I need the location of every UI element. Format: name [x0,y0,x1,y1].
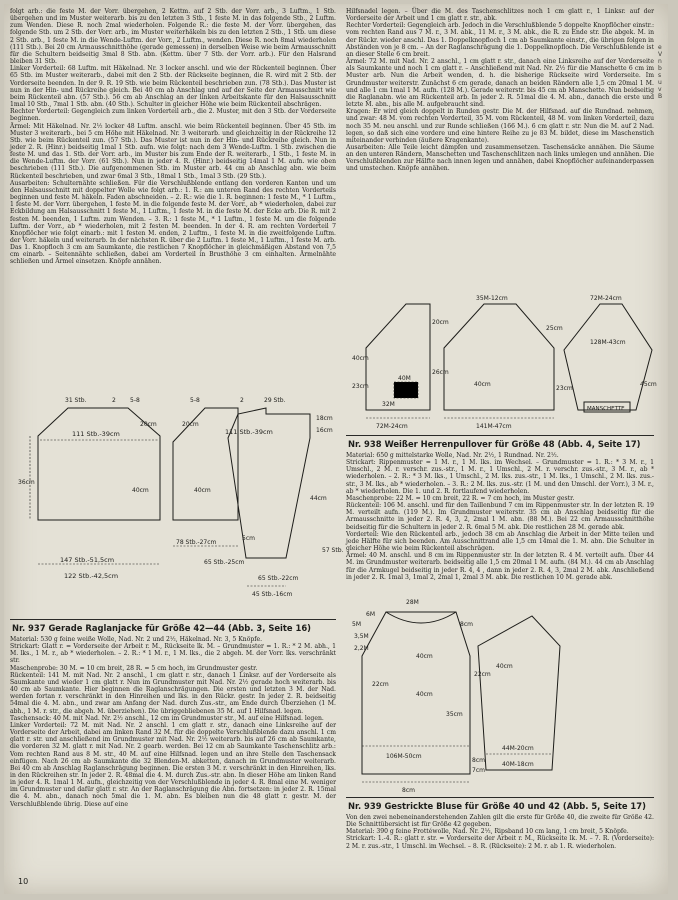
paragraph: Ausarbeiten: Schulternähte schließen. Für die Verschlußblende entlang den vorderen Kanten und um den Halsausschnitt mit doppelter Wolle wie folgt arb.: 1. R.: am unteren Rand des rechten Vorderteils beginnen und feste M. häkeln. Faden abschneiden. – 2. R.: wie die 1. R. beginnen: 1 feste M., * 1 Luftm., 1 feste M. der Vorr. übergehen, 1 feste M. in die folgende feste M. der Vorr., ab * wiederholen, dabei zur Eckbildung am Halsausschnitt 1 feste M., 1 Luftm., 1 feste M. in die feste M. der Ecke arb. Die R. mit 2 festen M. beenden, 1 Luftm. zum Wenden. – 3. R.: 1 feste M., * 1 Luftm., 1 feste M. um die folgende Luftm. der Vorr., ab * wiederholen, mit 2 festen M. beenden. In der 4. R. am rechten Vorderteil 7 Knopflöcher wie folgt einarb.: mit 1 festen M. enden, 2 Luftm., 1 feste M. in die zweitfolgende Luftm. der Vorr. häkeln und weiterarb. In der nächsten R. über die 2 Luftm. 1 feste M., 1 Luftm., 1 feste M. arb. Das 1. Knopfloch 3 cm am Saumkante, die restlichen 7 Knopflöcher in gleichmäßigen Abstand von 7,5 cm einarb. – Seitennähte schließen, dabei am Vorderteil in Brusthöhe 3 cm einhalten. Ärmelnähte schließen und Ärmel einsetzen. Knöpfe annähen. [10,179,336,266]
pattern-label: 3,5M [354,633,369,640]
pattern-label: 2 [112,397,116,404]
edge-letter: n [658,58,662,65]
pattern-label: 65 Stb.-22cm [258,575,299,582]
paragraph: Ärmel: 40 M. anschl. und 8 cm im Rippenmuster str. In der letzten R. 4 M. verteilt aufn. Über 44 M. im Grundmuster weiterarb. beidseitig alle 1,5 cm 20mal 1 M. aufn. (84 M.). 44 cm ab Anschlag für die Armkugel beidseitig in jeder R. 4, 4 , dann in jeder 2. R. 4, 3, 2mal 2 M. abk. Anschließend in jeder 2. R. 1mal 3, 1mal 2, 2mal 1, 2mal 3 M. abk. Die restlichen 10 M. gerade abk. [346,552,654,581]
pattern-label: 40cm [416,653,433,660]
paragraph: Rückenteil: 141 M. mit Nad. Nr. 2 anschl., 1 cm glatt r. str., danach 1 Linksr. auf der Vorderseite als Saumkante und wieder 1 cm glatt r. Nun im Grundmuster mit Nad. Nr. 2½ gerade hoch weiterarb. bis 40 cm ab Saumkante. Hier beginnen die Raglanschrägungen. Die ersten und letzten 3 M. der Nad. werden fortan r. verschränkt in den Hinreihen und lks. in den Rückr. gestr. In jeder 2. R. beidseitig 54mal die 4. M. abn., und zwar am Anfang der Nad. durch Zus.-str., am Ende durch Überziehen (1 M. abh., 1 M. r. str., die abgeh. M. überziehen). Die übriggebliebenen 35 M. auf 1 Hilfsnad. legen. [10,671,336,715]
pattern-label: 5M [352,621,361,628]
paragraph: Material: 390 g feine Frottéwolle, Nad. Nr. 2½, Ripsband 10 cm lang, 1 cm breit, 5 Knöpfe. [346,828,629,836]
pattern-label: 6M [366,611,375,618]
edge-letter: u [658,79,662,86]
pattern-label: 26cm [432,369,449,376]
paragraph: Material: 650 g mittelstarke Wolle, Nad. Nr. 2½, 1 Rundnad. Nr. 2½. [346,452,559,459]
pattern-label: 5cm [242,535,255,542]
pattern-label: 128M-43cm [590,339,626,346]
edge-letter: B [658,93,663,100]
pattern-label: 31 Stb. [65,397,87,404]
paragraph: Maschenprobe: 22 M. = 10 cm breit, 22 R. = 7 cm hoch, im Muster gestr. [346,494,575,502]
paragraph: Material: 530 g feine weiße Wolle, Nad. Nr. 2 und 2½, Häkelnad. Nr. 3, 5 Knöpfe. [10,636,263,643]
pattern-label: 5-8 [190,397,200,404]
pattern-label: 16cm [316,427,333,434]
paragraph: Hilfsnadel legen. – Über die M. des Taschenschlitzes noch 1 cm glatt r., 1 Linksr. auf der Vorderseite der Arbeit und 1 cm glatt r. str., abk. [346,8,654,23]
pattern-label: 8cm [472,757,485,764]
pattern-label: MANSCHETTE [587,406,625,412]
pattern-label: 40cm [352,355,369,362]
paragraph: Von den zwei nebeneinanderstehenden Zahlen gilt die erste für Größe 40, die zweite für Größe 42. Die Schnittübersicht ist für Größe 42 gegeben. [346,814,654,829]
paragraph: Ärmel: 72 M. mit Nad. Nr. 2 anschl., 1 cm glatt r. str., danach eine Linksreihe auf der Vorderseite als Saumkante und noch 1 cm glatt r. – Anschließend mit Nad. Nr. 2½ für die Manschette 6 cm im Muster arb. Nun die Arbeit wenden, d. h. die bisherige Rückseite wird Vorderseite. Im Grundmuster weiterstr. Zunächst 6 cm gerade, danach an beiden Rändern alle 1,5 cm 20mal 1 M. und alle 1 cm 1mal 1 M. aufn. (128 M.). Gerade weiterstr. bis 45 cm ab Manschette. Nun beidseitig die Raglanabn. wie am Rückenteil arb. In jeder 2. R. 51mal die 4. M. abn., danach die erste und letzte M. abn., bis alle M. aufgebraucht sind. [346,58,654,109]
pattern-label: 40cm [474,381,491,388]
pattern-label: 5-8 [130,397,140,404]
article-939-text [346,814,654,888]
pattern-label: 23cm [352,383,369,390]
pattern-label: 57 Stb. [322,547,344,554]
pattern-label: 29 Stb. [264,397,286,404]
edge-letter: s [658,72,662,79]
pattern-label: 32M [382,401,395,408]
pattern-svg [10,380,344,615]
pattern-label: 147 Stb.-51,5cm [60,556,115,564]
pattern-label: 40cm [416,691,433,698]
paragraph: folgt arb.: die feste M. der Vorr. übergehen, 2 Kettm. auf 2 Stb. der Vorr. arb., 3 Luftm., 1 Stb. übergehen und im Muster weiterarb. bis zu den letzten 3 Stb., 1 feste M. in das folgende Stb., 2 Luftm. zum Wenden. Diese R. noch 2mal wiederholen. Folgende R.: die feste M. der Vorr. übergehen, das folgende Stb. um 2 Stb. der Vorr. arb., im Muster weiterhäkeln bis zu den letzten 2 Stb., 1 Stb. um diese 2 Stb. arb., 1 feste M. in die Wende-Luftm. der Vorr., 2 Luftm., wenden. Diese R. noch 8mal wiederholen (111 Stb.). Bei 20 cm Armausschnitthöhe (gerade gemessen) in derselben Weise wie beim Armausschnitt für die Schultern beidseitig 3mal 8 Stb. abn. (Kettm. über 7 Stb. der Vorr. arb.). Für den Halsrand bleiben 31 Stb. [10,8,336,66]
pattern-label: 2 [240,397,244,404]
pattern-label: 22cm [372,681,389,688]
pattern-label: 72M-24cm [376,423,408,430]
pattern-label: 40cm [194,487,211,494]
paragraph: Ärmel: Mit Häkelnad. Nr. 2½ locker 48 Luftm. anschl. wie beim Rückenteil beginnen. Über 45 Stb. im Muster 3 weiterarb., bei 5 cm Höhe mit Häkelnad. Nr. 3 weiterarb. und gleichzeitig in der Rückreihe 12 Stb. wie beim Rückenteil zun. (57 Stb.). Das Muster ist nun in der Hin- und Rückreihe gleich. Nun in jeder 2. R. (Hinr.) beidseitig 1mal 1 Stb. aufn. wie folgt: nach dem 3 Wende-Luftm. 1 Stb. zwischen die feste M. und das 1. Stb. der Vorr. arb., im Muster bis zum Ende der R. weiterarb., 1 Stb., 1 feste M. in die Wende-Luftm. der Vorr. (61 Stb.). Nun in jeder 4. R. (Hinr.) beidseitig 14mal 1 M. aufn. wie oben beschrieben (111 Stb.). Die aufgenommenen Stb. im Muster arb. 44 cm ab Anschlag abn. wie beim Rückenteil beschrieben, und zwar 6mal 3 Stb., 18mal 1 Stb., 1mal 3 Stb. (29 Stb.). [10,122,336,180]
paragraph: Rückenteil: 106 M. anschl. und für den Taillenbund 7 cm im Rippenmuster str. In der letzten R. 19 M. verteilt aufn. (119 M.). Im Grundmuster weiterstr. 35 cm ab Anschlag beidseitig für die Armausschnitte in jeder 2. R. 4, 3, 2, 2mal 1 M. abn. (88 M.). Bei 22 cm Armausschnitthöhe beidseitig für die Schultern in jeder 2. R. 6mal 5 M. abk. Die restlichen 28 M. gerade abk. [346,502,654,531]
right-column-text [346,8,654,288]
pattern-label: 23cm [556,385,573,392]
paragraph: Rechter Vorderteil: Gegengleich arb. Jedoch in die Verschlußblende 5 doppelte Knopflöcher einstr.: vom rechten Rand aus 7 M. r., 3 M. abk., 11 M. r., 3 M. abk., die R. zu Ende str. Die abgek. M. in der Rückr. wieder anschl. Das 1. Doppelknopfloch 1 cm ab Saumkante einstr., die übrigen folgen in Abständen von je 8 cm. – An der Raglanschrägung die 1. Doppelknopfloch. Die Verschlußblende ist an dieser Stelle 6 cm breit. [346,22,654,58]
paragraph: Strickart: Rippenmuster = 1 M. r., 1 M. lks. im Wechsel. – Grundmuster = 1. R.: * 3 M. r., 1 Umschl., 2 M. r. verschr. zus.-str., 1 M. r., 1 Umschl., 2 M. r. verschr. zus.-str., 3 M. r., ab * wiederholen. – 2. R.: * 3 M. lks., 1 Umschl., 2 M. lks. zus.-str., 1 M. lks., 1 Umschl., 2 M. lks. zus.-str., 3 M. lks., ab * wiederholen. – 3. R.: 2 M. lks. zus.-str. (1 M. und den Umschl. der Vorr.), 3 M. r., ab * wiederholen. Die 1. und 2. R. fortlaufend wiederholen. [346,459,654,495]
edge-letter: b [658,65,662,72]
pattern-label: 44M-20cm [502,745,534,752]
pattern-label: 18cm [316,415,333,422]
pattern-label: 8cm [402,787,415,794]
pattern-label: 45 Stb.-16cm [252,591,293,598]
edge-letter: V [658,51,663,58]
pattern-label: 78 Stb.-27cm [176,539,217,546]
article-heading-938: Nr. 938 Weißer Herrenpullover für Größe 48 (Abb. 4, Seite 17) [348,439,641,449]
left-column-text [10,8,336,376]
article-heading-939: Nr. 939 Gestrickte Bluse für Größe 40 und 42 (Abb. 5, Seite 17) [348,801,646,811]
pattern-label: 40M-18cm [502,761,534,768]
pattern-label: 40cm [496,663,513,670]
paragraph: Ausarbeiten: Alle Teile leicht dämpfen und zusammensetzen. Taschensäcke annähen. Die Säume an den unteren Rändern, Manschetten und Taschenschlitzen nach links umlegen und annähen. Die Verschlußblenden zur Hälfte nach innen legen und annähen, dabei Knopflöcher aufeinanderpassen und umstechen. Knöpfe annähen. [346,143,654,173]
paragraph: Vorderteil: Wie den Rückenteil arb., jedoch 38 cm ab Anschlag die Arbeit in der Mitte teilen und jede Hälfte für sich beenden. Am Ausschnittrand alle 1,5 cm 14mal die 1. M. abn. Die Schulter in gleicher Höhe wie beim Rückenteil abschrägen. [346,530,654,553]
pattern-label: 40M [398,375,411,382]
paragraph: Linker Vorderteil: 68 Luftm. mit Häkelnad. Nr. 3 locker anschl. und wie der Rückenteil beginnen. Über 65 Stb. im Muster weiterarb., dabei mit den 2 Stb. der Rückseite beginnen, die R. wird mit 2 Stb. der Vorderseite beenden. In der 9. R. 19 Stb. wie beim Rückenteil beschrieben zun. (78 Stb.). Das Muster ist nun in der Hin- und Rückreihe gleich. Bei 40 cm ab Anschlag und auf der Seite der Armausschnitt wie beim Rückenteil abn. (57 Stb.). 56 cm ab Anschlag an der linken Arbeitskante für den Halsausschnitt 1mal 10 Stb., 7mal 1 Stb. abn. (40 Stb.). Schulter in gleicher Höhe wie beim Rückenteil abschrägen. [10,65,336,109]
edge-letter: v [658,86,662,93]
pattern-label: 141M-47cm [476,423,512,430]
pattern-label: 20cm [140,421,157,428]
raglan-jacket-pattern-diagram [10,380,344,615]
pullover-pattern-diagram [346,586,566,794]
paragraph: Kragen: Er wird gleich doppelt in Runden gestr. Die M. der Hilfsnad. auf die Rundnad. nehmen, und zwar: 48 M. vom rechten Vorderteil, 35 M. vom Rückenteil, 48 M. vom linken Vorderteil, dazu noch 35 M. neu anschl. und zur Runde schließen (166 M.). 6 cm glatt r. str. Nun die M. auf 2 Nad. legen, so daß sich eine vordere und eine hintere Reihe zu je 83 M. bildet, diese im Maschenstich miteinander verbinden (äußere Kragenkante). [346,108,654,144]
article-divider [10,619,336,620]
page-number: 10 [18,877,29,886]
pattern-label: 20cm [182,421,199,428]
pattern-label: 72M-24cm [590,295,622,302]
pattern-label: 122 Stb.-42,5cm [64,572,119,580]
pattern-label: 40cm [132,487,149,494]
paragraph: Maschenprobe: 30 M. = 10 cm breit, 28 R. = 5 cm hoch, im Grundmuster gestr. [10,664,258,672]
adjacent-page-edge [658,44,668,100]
raglan-jacket-front-pattern-diagram [346,290,657,432]
pattern-label: 106M-50cm [386,753,422,760]
pattern-label: 8cm [460,621,473,628]
article-divider [346,435,654,436]
pattern-label: 22cm [474,671,491,678]
pattern-label: 35cm [446,711,463,718]
paragraph: Strickart: 1.-4. R.: glatt r. str. = Vorderseite der Arbeit r. M., Rückseite lk. M. – 7. R. (Vorderseite): 2 M. r. zus.-str., 1 Umschl. im Wechsel. – 8. R. (Rückseite): 2 M. r. ab 1. R. wiederholen. [346,835,654,850]
pattern-label: 20cm [432,319,449,326]
pattern-label: 7cm [472,767,485,774]
pattern-label: 44cm [310,495,327,502]
pattern-label: 36cm [18,479,35,486]
magazine-page [4,4,668,894]
article-divider [346,797,654,798]
article-938-text [346,452,654,582]
pattern-label: 45cm [640,381,657,388]
pattern-label: 35M-12cm [476,295,508,302]
paragraph: Linker Vorderteil: 72 M. mit Nad. Nr. 2 anschl. 1 cm glatt r. str., danach eine Linksreihe auf der Vorderseite der Arbeit, dabei am linken Rand 32 M. für die doppelte Verschlußblende dazu anschl. 1 cm glatt r. str. und anschließend im Grundmuster mit Nad. Nr. 2½ weiterarb. bis auf 26 cm ab Saumkante, die vorderen 32 M. glatt r. mit Nad. Nr. 2 gearb. werden. Bei 12 cm ab Saumkante Taschenschlitz arb.: Vom rechten Rand aus 8 M. str., 40 M. auf eine Hilfsnad. legen und an ihre Stelle den Taschensack einfügen. Nach 26 cm ab Saumkante die 32 Blenden-M. abketten, danach im Grundmuster weiterarb. Bei 40 cm ab Anschlag Raglanschrägung beginnen. Die ersten 3 M. r. verschränkt in den Hinreihen, lks. in den Rückreihen str. In jeder 2. R. 48mal die 4. M. durch Zus.-str. abn. In dieser Höhe am linken Rand in jeder 4. R. 1mal 1 M. aufn., gleichzeitig von der Verschlußblende in jeder 4. R. 8mal eine M. weniger im Grundmuster und dafür glatt r. str. An der Raglanschrägung die Abn. fortsetzen: in jeder 2. R. 15mal die 4. M. abn., danach noch 5mal die 1. M. abn. Es bleiben nun die 48 glatt r. gestr. M. der Verschlußblende übrig. Diese auf eine [10,721,336,808]
pattern-label: 65 Stb.-25cm [204,559,245,566]
article-heading-937: Nr. 937 Gerade Raglanjacke für Größe 42—44 (Abb. 3, Seite 16) [12,623,311,633]
edge-letter: e [658,44,662,51]
pattern-label: 111 Stb.-39cm [72,430,120,438]
pattern-label: 25cm [546,325,563,332]
paragraph: Strickart: Glatt r. = Vorderseite der Arbeit r. M., Rückseite lk. M. – Grundmuster = 1. R.: * 2 M. abh., 1 M. lks., 1 M. r., ab * wiederholen. – 2. R.: * 1 M. r., 1 M. lks., die 2 abgeh. M. der Vorr. lks. verschränkt str. [10,643,336,665]
pattern-label: 2,2M [354,645,369,652]
pattern-label: 111 Stb.-39cm [225,428,273,436]
paragraph: Rechter Vorderteil: Gegengleich zum linken Vorderteil arb., die 2. Muster, mit den 3 Stb. der Vorderseite beginnen. [10,108,336,123]
article-937-text [10,636,336,876]
paragraph: Taschensack: 40 M. mit Nad. Nr. 2½ anschl., 12 cm im Grundmuster str., M. auf eine Hilfsnad. legen. [10,714,324,722]
pattern-label: 28M [406,599,419,606]
